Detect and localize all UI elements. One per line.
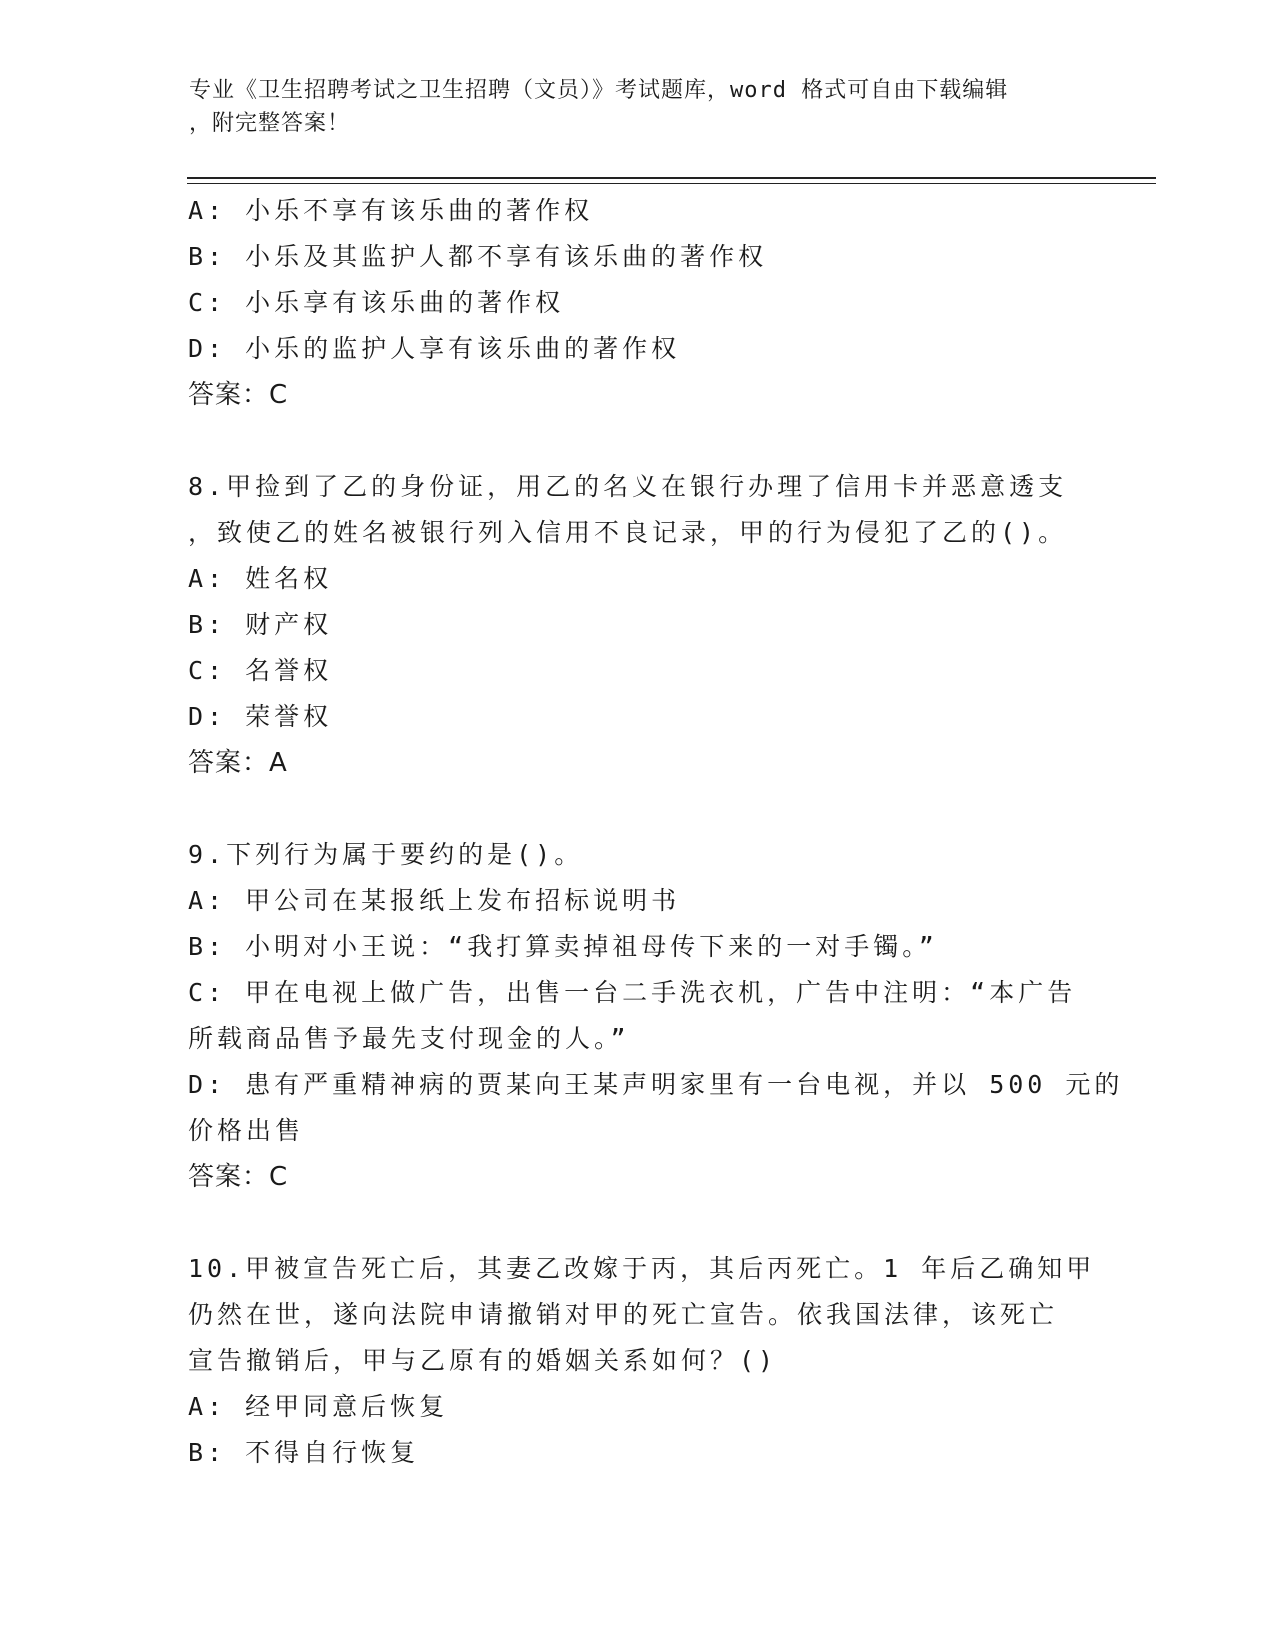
- option-d: D: 荣誉权: [188, 702, 333, 731]
- header-line-2: ，附完整答案！: [189, 111, 351, 136]
- question-10: [188, 1246, 1096, 1476]
- option-a: A: 经甲同意后恢复: [188, 1392, 449, 1421]
- question-9: [188, 832, 1124, 1200]
- option-d: D: 小乐的监护人享有该乐曲的著作权: [188, 334, 681, 363]
- spacer: [188, 786, 1088, 832]
- option-a: A: 甲公司在某报纸上发布招标说明书: [188, 886, 681, 915]
- question-stem-line: 9.下列行为属于要约的是()。: [188, 840, 584, 869]
- question-stem-line: 仍然在世，遂向法院申请撤销对甲的死亡宣告。依我国法律，该死亡: [188, 1300, 1059, 1329]
- option-c-continuation: 所载商品售予最先支付现金的人。”: [188, 1024, 630, 1053]
- option-c: C: 甲在电视上做广告，出售一台二手洗衣机，广告中注明：“本广告: [188, 978, 1077, 1007]
- question-stem-line: 8.甲捡到了乙的身份证，用乙的名义在银行办理了信用卡并恶意透支: [188, 472, 1068, 501]
- option-d: D: 患有严重精神病的贾某向王某声明家里有一台电视，并以 500 元的: [188, 1070, 1124, 1099]
- option-b: B: 不得自行恢复: [188, 1438, 420, 1467]
- header-line-1: 专业《卫生招聘考试之卫生招聘（文员）》考试题库，word 格式可自由下载编辑: [189, 78, 1009, 103]
- option-c: C: 名誉权: [188, 656, 333, 685]
- option-c: C: 小乐享有该乐曲的著作权: [188, 288, 565, 317]
- spacer: [188, 418, 1088, 464]
- option-d-continuation: 价格出售: [188, 1116, 305, 1145]
- question-7: [188, 188, 1088, 418]
- question-stem-line: 宣告撤销后，甲与乙原有的婚姻关系如何？(): [188, 1346, 778, 1375]
- answer-line: 答案：A: [188, 748, 288, 778]
- answer-line: 答案：C: [188, 1162, 289, 1192]
- option-b: B: 小明对小王说：“我打算卖掉祖母传下来的一对手镯。”: [188, 932, 938, 961]
- header-rule-thick: [187, 177, 1156, 179]
- question-8: [188, 464, 1088, 786]
- question-list: [188, 188, 1124, 1476]
- question-stem-line: ，致使乙的姓名被银行列入信用不良记录，甲的行为侵犯了乙的()。: [188, 518, 1068, 547]
- option-a: A: 小乐不享有该乐曲的著作权: [188, 196, 594, 225]
- option-a: A: 姓名权: [188, 564, 333, 593]
- document-header: [189, 74, 1089, 140]
- header-rule-thin: [187, 183, 1156, 184]
- option-b: B: 财产权: [188, 610, 333, 639]
- answer-line: 答案：C: [188, 380, 289, 410]
- option-b: B: 小乐及其监护人都不享有该乐曲的著作权: [188, 242, 768, 271]
- question-stem-line: 10.甲被宣告死亡后，其妻乙改嫁于丙，其后丙死亡。1 年后乙确知甲: [188, 1254, 1096, 1283]
- spacer: [188, 1200, 1088, 1246]
